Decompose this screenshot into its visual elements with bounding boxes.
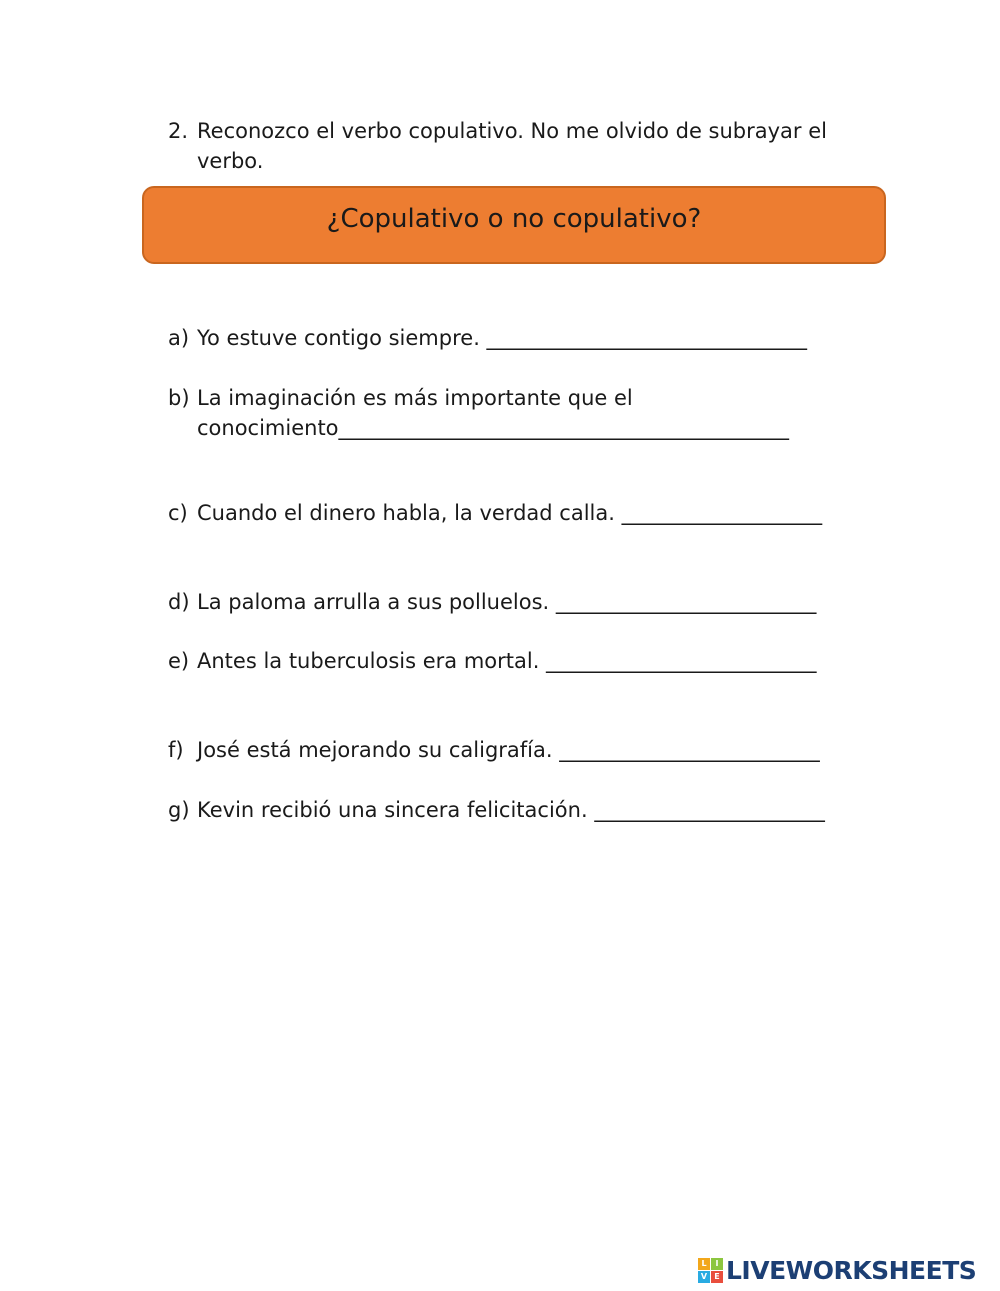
item-letter: c) (168, 501, 188, 525)
answer-blank[interactable]: __________________________ (559, 738, 820, 762)
exercise-item-b (168, 383, 789, 443)
sentence-text: conocimiento (197, 416, 339, 440)
item-sentence (197, 587, 816, 617)
sentence-text: La paloma arrulla a sus polluelos. (197, 590, 556, 614)
logo-text: LIVEWORKSHEETS (726, 1255, 977, 1285)
item-sentence (197, 795, 824, 825)
answer-blank[interactable]: __________________________ (555, 590, 816, 614)
exercise-item-f (168, 735, 819, 765)
sentence-line-1: La imaginación es más importante que el (197, 386, 633, 410)
title-banner (142, 186, 886, 264)
answer-blank[interactable]: ___________________________ (546, 649, 817, 673)
sentence-text: Yo estuve contigo siempre. (197, 326, 487, 350)
item-sentence (197, 383, 789, 443)
item-letter: d) (168, 590, 190, 614)
answer-blank[interactable]: ____________________ (621, 501, 822, 525)
answer-blank[interactable]: _____________________________________________ (338, 416, 789, 440)
logo-mark-v: V (698, 1271, 710, 1283)
answer-blank[interactable]: ________________________________ (486, 326, 807, 350)
banner-title: ¿Copulativo o no copulativo? (326, 204, 702, 234)
sentence-text: Kevin recibió una sincera felicitación. (197, 798, 595, 822)
sentence-text: Antes la tuberculosis era mortal. (197, 649, 547, 673)
logo-mark-e: E (711, 1271, 723, 1283)
logo-mark-i: I (711, 1258, 723, 1270)
logo-mark-icon (698, 1258, 723, 1283)
item-sentence (197, 498, 822, 528)
item-letter: e) (168, 649, 190, 673)
instruction (168, 116, 828, 176)
item-letter: f) (168, 738, 184, 762)
logo-mark-l: L (698, 1258, 710, 1270)
item-letter: b) (168, 386, 190, 410)
item-letter: a) (168, 326, 190, 350)
instruction-number: 2. (168, 119, 189, 143)
answer-blank[interactable]: _______________________ (594, 798, 825, 822)
exercise-item-a (168, 323, 807, 353)
sentence-text: José está mejorando su caligrafía. (197, 738, 560, 762)
instruction-line-2: verbo. (197, 149, 264, 173)
exercise-item-c (168, 498, 822, 528)
exercise-item-g (168, 795, 824, 825)
exercise-item-d (168, 587, 816, 617)
item-sentence (197, 323, 807, 353)
sentence-text: Cuando el dinero habla, la verdad calla. (197, 501, 622, 525)
exercise-item-e (168, 646, 816, 676)
item-sentence (197, 646, 816, 676)
instruction-text (197, 116, 828, 176)
item-letter: g) (168, 798, 190, 822)
sentence-line-2 (197, 413, 789, 443)
liveworksheets-logo (698, 1257, 976, 1283)
instruction-line-1: Reconozco el verbo copulativo. No me olvido de subrayar el (197, 119, 827, 143)
item-sentence (197, 735, 819, 765)
